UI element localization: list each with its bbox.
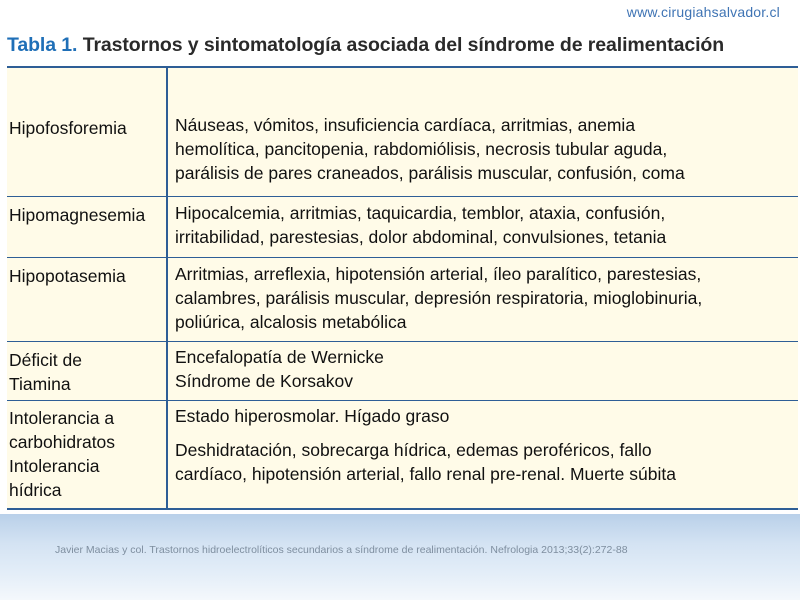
symptoms-cell — [175, 262, 794, 334]
symptoms-line: Arritmias, arreflexia, hipotensión arterial, íleo paralítico, parestesias, — [175, 264, 702, 284]
symptoms-cell — [175, 345, 794, 393]
symptoms-line: Encefalopatía de Wernicke — [175, 347, 384, 367]
symptoms-line: Estado hiperosmolar. Hígado graso — [175, 406, 450, 426]
condition-line: Hipopotasemia — [9, 266, 126, 286]
condition-line: Hipofosforemia — [9, 118, 127, 138]
condition-cell — [9, 116, 161, 140]
condition-line: Hipomagnesemia — [9, 205, 146, 225]
table-row-deficit-tiamina — [7, 341, 798, 400]
symptoms-line: irritabilidad, parestesias, dolor abdominal, convulsiones, tetania — [175, 227, 667, 247]
table-row-intolerancia — [7, 400, 798, 508]
symptoms-line: Náuseas, vómitos, insuficiencia cardíaca, arritmias, anemia — [175, 115, 636, 135]
condition-line: carbohidratos — [9, 432, 116, 452]
table-row-hipopotasemia — [7, 257, 798, 341]
symptoms-line: Síndrome de Korsakov — [175, 371, 354, 391]
condition-cell — [9, 348, 161, 396]
condition-line: Intolerancia a — [9, 408, 115, 428]
condition-line: Tiamina — [9, 374, 71, 394]
table-title — [7, 34, 724, 57]
condition-cell — [9, 203, 161, 227]
symptoms-line: Hipocalcemia, arritmias, taquicardia, temblor, ataxia, confusión, — [175, 203, 666, 223]
symptoms-line: poliúrica, alcalosis metabólica — [175, 312, 407, 332]
symptoms-line: parálisis de pares craneados, parálisis muscular, confusión, coma — [175, 163, 685, 183]
symptoms-line: calambres, parálisis muscular, depresión respiratoria, mioglobinuria, — [175, 288, 703, 308]
symptoms-table — [7, 66, 798, 510]
condition-line: Déficit de — [9, 350, 82, 370]
condition-line: hídrica — [9, 480, 62, 500]
table-title-text: Trastornos y sintomatología asociada del síndrome de realimentación — [82, 34, 725, 56]
symptoms-line: cardíaco, hipotensión arterial, fallo renal pre-renal. Muerte súbita — [175, 464, 676, 484]
table-row-hipofosforemia — [7, 68, 798, 196]
condition-cell — [9, 264, 161, 288]
symptoms-line: hemolítica, pancitopenia, rabdomiólisis, necrosis tubular aguda, — [175, 139, 668, 159]
condition-line: Intolerancia — [9, 456, 100, 476]
table-number-label: Tabla 1. — [7, 34, 78, 56]
symptoms-cell — [175, 201, 794, 249]
table-row-hipomagnesemia — [7, 196, 798, 257]
symptoms-cell — [175, 404, 794, 486]
footer-band — [0, 514, 800, 600]
citation-text: Javier Macias y col. Trastornos hidroelectrolíticos secundarios a síndrome de realimentación. Nefrologia 2013;33(2):272-88 — [55, 544, 628, 556]
symptoms-cell — [175, 113, 794, 185]
condition-cell — [9, 406, 161, 502]
symptoms-line: Deshidratación, sobrecarga hídrica, edemas peroféricos, fallo — [175, 440, 652, 460]
site-url: www.cirugiahsalvador.cl — [626, 4, 780, 20]
